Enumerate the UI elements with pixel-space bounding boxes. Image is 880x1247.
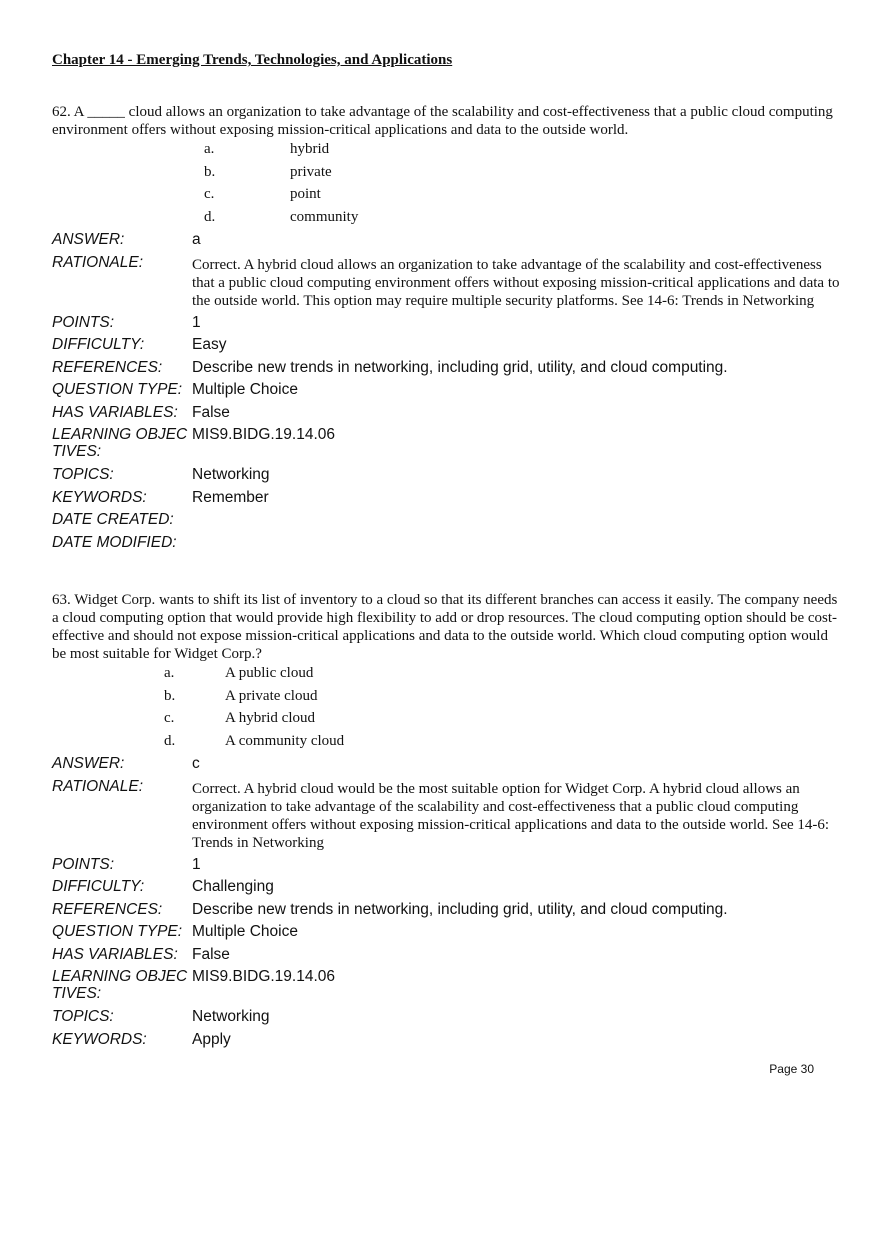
references-row bbox=[52, 357, 842, 380]
rationale-text: Correct. A hybrid cloud would be the most suitable option for Widget Corp. A hybrid cloud allows an organization to take advantage of the scalability and cost-effectiveness that a public cloud computing environment offers without exposing mission-critical applications and data to the outside world. See 14-6: Trends in Networking bbox=[192, 780, 830, 851]
answer-value: c bbox=[192, 755, 200, 772]
choice-c bbox=[52, 708, 842, 731]
learning-objectives-value: MIS9.BIDG.19.14.06 bbox=[192, 426, 336, 443]
choice-letter: b. bbox=[204, 163, 216, 180]
question-62 bbox=[52, 103, 842, 554]
question-63 bbox=[52, 591, 842, 1051]
rationale-text: Correct. A hybrid cloud allows an organization to take advantage of the scalability and cost-effectiveness that a public cloud computing environment offers without exposing mission-critical applications and data to the outside world. This option may require multiple security platforms. See 14-6: Trends in Networking bbox=[192, 256, 840, 309]
question-type-label: QUESTION TYPE: bbox=[52, 381, 183, 398]
choice-text: A private cloud bbox=[225, 687, 318, 704]
references-value: Describe new trends in networking, including grid, utility, and cloud computing. bbox=[192, 900, 728, 918]
keywords-label: KEYWORDS: bbox=[52, 488, 147, 506]
points-value: 1 bbox=[192, 855, 201, 873]
keywords-row bbox=[52, 1029, 842, 1052]
keywords-value: Apply bbox=[192, 1030, 231, 1048]
points-label: POINTS: bbox=[52, 855, 115, 873]
difficulty-row bbox=[52, 334, 842, 357]
learning-objectives-value: MIS9.BIDG.19.14.06 bbox=[192, 968, 336, 985]
rationale-label: RATIONALE: bbox=[52, 253, 144, 271]
question-type-row bbox=[52, 921, 842, 944]
answer-value: a bbox=[192, 231, 201, 248]
choice-letter: d. bbox=[164, 732, 176, 749]
rationale-row bbox=[52, 252, 842, 312]
choice-d bbox=[52, 731, 842, 754]
choice-text: A community cloud bbox=[225, 732, 345, 749]
choice-b bbox=[52, 162, 842, 185]
choice-letter: c. bbox=[204, 186, 215, 202]
has-variables-label: HAS VARIABLES: bbox=[52, 945, 178, 963]
choice-text: community bbox=[290, 208, 359, 225]
metadata-table bbox=[52, 229, 842, 554]
choice-text: point bbox=[290, 186, 321, 202]
rationale-row bbox=[52, 776, 842, 854]
references-label: REFERENCES: bbox=[52, 900, 163, 918]
choice-letter: a. bbox=[204, 141, 215, 157]
difficulty-value: Easy bbox=[192, 336, 227, 353]
choice-text: private bbox=[290, 163, 332, 180]
learning-objectives-label: LEARNING OBJECTIVES: bbox=[52, 426, 188, 460]
keywords-row bbox=[52, 487, 842, 510]
answer-row bbox=[52, 229, 842, 252]
has-variables-label: HAS VARIABLES: bbox=[52, 403, 178, 421]
question-type-label: QUESTION TYPE: bbox=[52, 923, 183, 940]
has-variables-row bbox=[52, 402, 842, 425]
difficulty-value: Challenging bbox=[192, 878, 274, 895]
difficulty-label: DIFFICULTY: bbox=[52, 878, 145, 895]
date-modified-value bbox=[192, 532, 842, 534]
answer-row bbox=[52, 753, 842, 776]
topics-value: Networking bbox=[192, 1008, 270, 1025]
answer-label: ANSWER: bbox=[52, 755, 125, 772]
keywords-value: Remember bbox=[192, 488, 269, 506]
choice-a bbox=[52, 663, 842, 686]
question-type-value: Multiple Choice bbox=[192, 923, 298, 940]
choice-list bbox=[52, 663, 842, 753]
topics-label: TOPICS: bbox=[52, 466, 114, 483]
answer-label: ANSWER: bbox=[52, 231, 125, 248]
references-value: Describe new trends in networking, including grid, utility, and cloud computing. bbox=[192, 358, 728, 376]
choice-c bbox=[52, 184, 842, 207]
choice-letter: b. bbox=[164, 687, 176, 704]
rationale-label: RATIONALE: bbox=[52, 777, 144, 795]
keywords-label: KEYWORDS: bbox=[52, 1030, 147, 1048]
choice-text: A hybrid cloud bbox=[225, 710, 315, 726]
learning-objectives-row bbox=[52, 424, 842, 464]
question-stem: 62. A _____ cloud allows an organization to take advantage of the scalability and cost-effectiveness that a public cloud computing environment offers without exposing mission-critical applications and data to the outside world. bbox=[52, 104, 833, 138]
choice-list bbox=[52, 139, 842, 229]
points-value: 1 bbox=[192, 313, 201, 331]
chapter-title: Chapter 14 - Emerging Trends, Technologies, and Applications bbox=[52, 52, 453, 68]
choice-a bbox=[52, 139, 842, 162]
topics-row bbox=[52, 1006, 842, 1029]
choice-d bbox=[52, 207, 842, 230]
choice-text: A public cloud bbox=[225, 665, 314, 681]
topics-value: Networking bbox=[192, 466, 270, 483]
difficulty-label: DIFFICULTY: bbox=[52, 336, 145, 353]
choice-letter: a. bbox=[164, 665, 175, 681]
topics-row bbox=[52, 464, 842, 487]
learning-objectives-label: LEARNING OBJECTIVES: bbox=[52, 968, 188, 1002]
has-variables-value: False bbox=[192, 945, 230, 963]
date-created-label: DATE CREATED: bbox=[52, 511, 174, 528]
choice-b bbox=[52, 686, 842, 709]
points-label: POINTS: bbox=[52, 313, 115, 331]
references-row bbox=[52, 899, 842, 922]
date-created-value bbox=[192, 509, 842, 511]
metadata-table bbox=[52, 753, 842, 1051]
question-type-value: Multiple Choice bbox=[192, 381, 298, 398]
has-variables-row bbox=[52, 944, 842, 967]
question-stem: 63. Widget Corp. wants to shift its list of inventory to a cloud so that its different branches can access it easily. The company needs a cloud computing option that would provide high flexibility to add or drop resources. The cloud computing option should be cost-effective and should not expose mission-critical applications and data to the outside world. Which cloud computing option would be most suitable for Widget Corp.? bbox=[52, 592, 838, 662]
date-created-row bbox=[52, 509, 842, 532]
learning-objectives-row bbox=[52, 966, 842, 1006]
points-row bbox=[52, 312, 842, 335]
references-label: REFERENCES: bbox=[52, 358, 163, 376]
points-row bbox=[52, 854, 842, 877]
choice-letter: c. bbox=[164, 710, 175, 726]
topics-label: TOPICS: bbox=[52, 1008, 114, 1025]
date-modified-row bbox=[52, 532, 842, 555]
difficulty-row bbox=[52, 876, 842, 899]
page-number: Page 30 bbox=[769, 1062, 814, 1076]
choice-letter: d. bbox=[204, 208, 216, 225]
has-variables-value: False bbox=[192, 403, 230, 421]
question-type-row bbox=[52, 379, 842, 402]
date-modified-label: DATE MODIFIED: bbox=[52, 533, 177, 551]
choice-text: hybrid bbox=[290, 141, 330, 157]
